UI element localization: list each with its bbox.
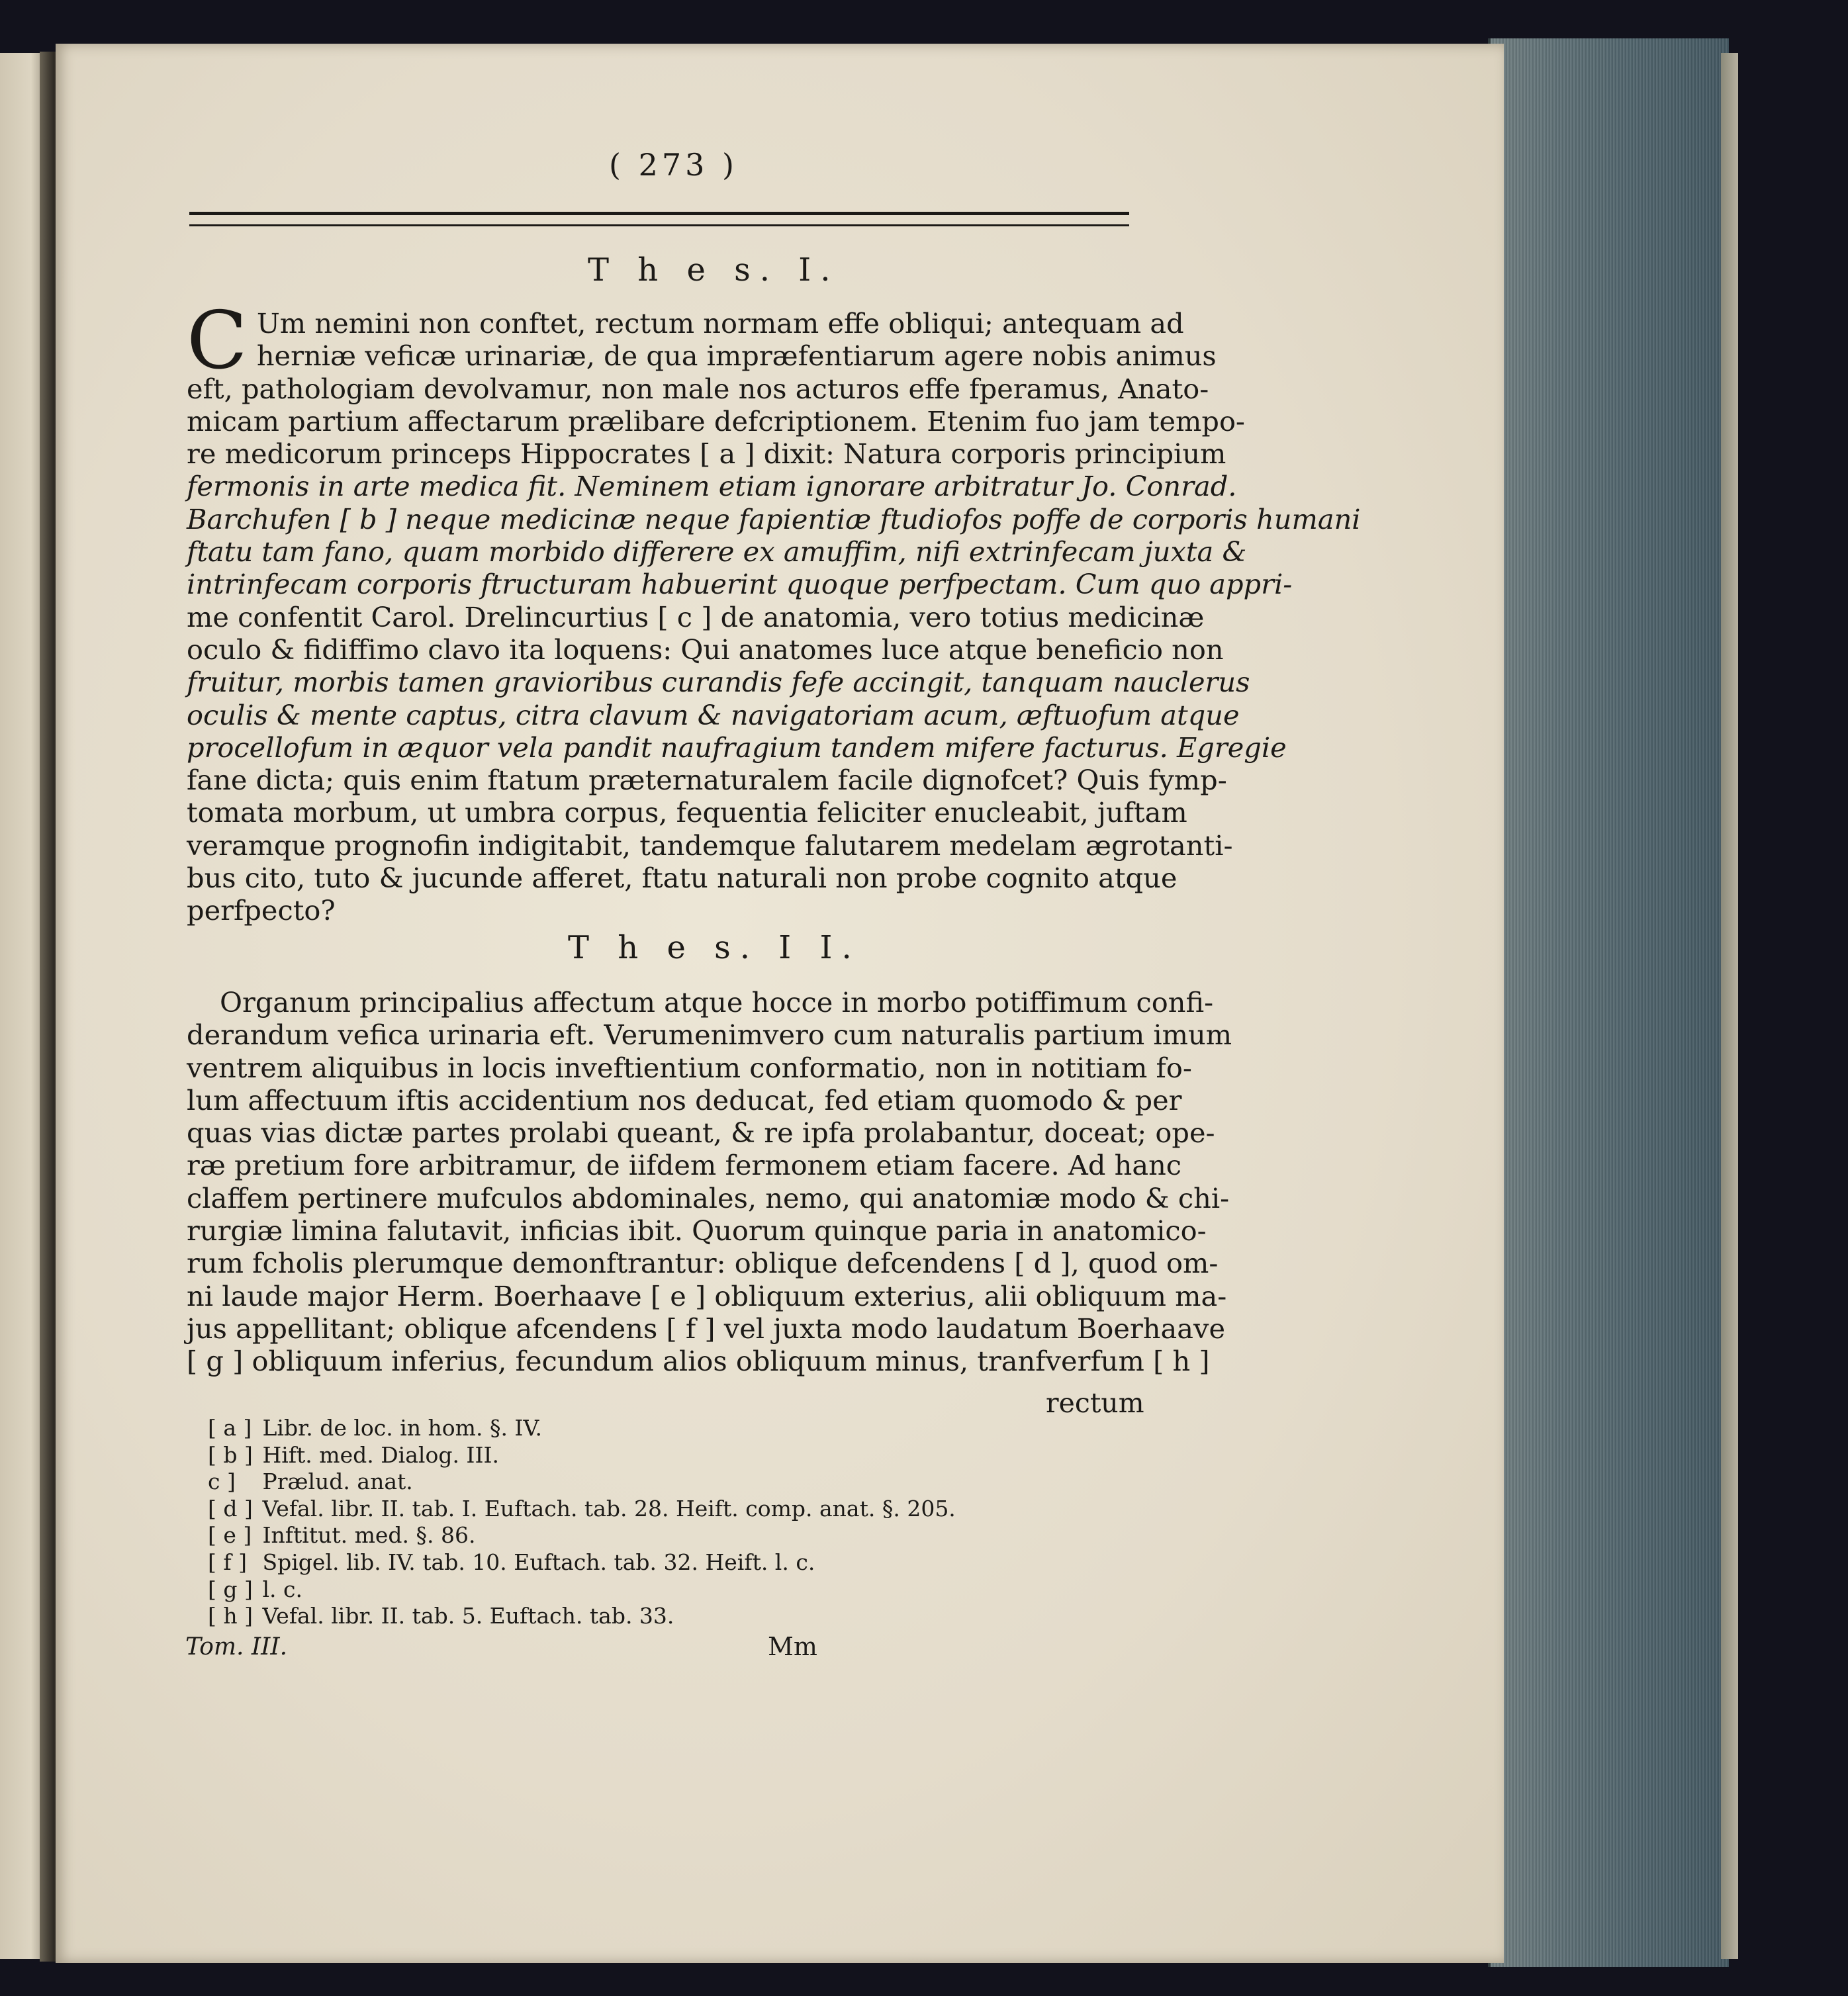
text-line: Organum principalius affectum atque hocce in morbo potiffimum confi- bbox=[220, 986, 1214, 1019]
text-line: micam partium affectarum prælibare defcriptionem. Etenim fuo jam tempo- bbox=[187, 404, 1245, 437]
thesis-1-title: T h e s. I. bbox=[588, 251, 840, 289]
text-line: ftatu tam fano, quam morbido differere ex amuffim, nifi extrinfecam juxta & bbox=[187, 535, 1247, 568]
footnote-text: l. c. bbox=[262, 1576, 303, 1602]
footnote bbox=[208, 1549, 1068, 1576]
footnote-mark: [ b ] bbox=[208, 1441, 253, 1468]
text-line: rurgiæ limina falutavit, inficias ibit. Quorum quinque paria in anatomico- bbox=[187, 1214, 1207, 1248]
text-line: oculo & fidiffimo clavo ita loquens: Qui anatomes luce atque beneficio non bbox=[187, 633, 1224, 666]
text-line: jus appellitant; oblique afcendens [ f ] vel juxta modo laudatum Boerhaave bbox=[187, 1312, 1226, 1345]
footnote-text: Vefal. libr. II. tab. I. Euftach. tab. 28. Heift. comp. anat. §. 205. bbox=[262, 1495, 956, 1521]
text-line: fane dicta; quis enim ftatum præternaturalem facile dignofcet? Quis fymp- bbox=[187, 764, 1227, 797]
text-line: me confentit Carol. Drelincurtius [ c ] de anatomia, vero totius medicinæ bbox=[187, 600, 1205, 633]
volume-signature: Tom. III. bbox=[185, 1633, 288, 1660]
footnote-mark: [ f ] bbox=[208, 1549, 247, 1575]
text-line: derandum vefica urinaria eft. Verumenimvero cum naturalis partium imum bbox=[187, 1019, 1232, 1052]
thesis-1-paragraph bbox=[187, 295, 1361, 927]
footnote bbox=[208, 1442, 1068, 1469]
footnotes bbox=[208, 1415, 1068, 1630]
header-rule bbox=[189, 212, 1129, 226]
footnote bbox=[208, 1415, 1068, 1442]
text-line: intrinfecam corporis ftructuram habuerint quoque perfpectam. Cum quo appri- bbox=[187, 568, 1293, 601]
footnote-text: Inftitut. med. §. 86. bbox=[262, 1522, 476, 1549]
text-line: re medicorum princeps Hippocrates [ a ] dixit: Natura corporis principium bbox=[187, 437, 1226, 471]
back-cover-edge bbox=[1721, 53, 1738, 1959]
footnote bbox=[208, 1522, 1068, 1549]
footnote-text: Libr. de loc. in hom. §. IV. bbox=[262, 1415, 543, 1441]
text-line: Barchufen [ b ] neque medicinæ neque fapientiæ ftudiofos poffe de corporis humani bbox=[187, 502, 1361, 535]
footnote bbox=[208, 1496, 1068, 1523]
text-line: eft, pathologiam devolvamur, non male nos acturos effe fperamus, Anato- bbox=[187, 372, 1209, 405]
footnote-text: Prælud. anat. bbox=[262, 1469, 413, 1495]
footnote-text: Spigel. lib. IV. tab. 10. Euftach. tab. 32. Heift. l. c. bbox=[262, 1549, 815, 1575]
text-line: oculis & mente captus, citra clavum & navigatoriam acum, æftuofum atque bbox=[187, 698, 1240, 731]
text-line: fermonis in arte medica fit. Neminem etiam ignorare arbitratur Jo. Conrad. bbox=[187, 470, 1237, 503]
text-line: tomata morbum, ut umbra corpus, fequentia feliciter enucleabit, juftam bbox=[187, 796, 1187, 829]
footnote-mark: [ e ] bbox=[208, 1522, 252, 1549]
text-line: veramque prognofin indigitabit, tandemque falutarem medelam ægrotanti- bbox=[187, 829, 1233, 862]
text-line: bus cito, tuto & jucunde afferet, ftatu naturali non probe cognito atque bbox=[187, 862, 1178, 895]
text-line: quas vias dictæ partes prolabi queant, & re ipfa prolabantur, doceat; ope- bbox=[187, 1116, 1215, 1150]
text-line: ventrem aliquibus in locis inveftientium conformatio, non in notitiam fo- bbox=[187, 1051, 1192, 1084]
thesis-2-title: T h e s. I I. bbox=[568, 929, 861, 966]
text-line: [ g ] obliquum inferius, fecundum alios obliquum minus, tranfverfum [ h ] bbox=[187, 1345, 1210, 1378]
drop-cap: C bbox=[187, 295, 248, 387]
text-line: procellofum in æquor vela pandit naufragium tandem mifere facturus. Egregie bbox=[187, 731, 1287, 764]
text-line: claffem pertinere mufculos abdominales, nemo, qui anatomiæ modo & chi- bbox=[187, 1181, 1230, 1214]
text-line: ni laude major Herm. Boerhaave [ e ] obliquum exterius, alii obliquum ma- bbox=[187, 1279, 1227, 1312]
text-line: fruitur, morbis tamen gravioribus curandis fefe accingit, tanquam nauclerus bbox=[187, 666, 1250, 699]
catchword: rectum bbox=[1046, 1387, 1144, 1419]
thesis-2-paragraph bbox=[187, 986, 1232, 1378]
footnote-text: Vefal. libr. II. tab. 5. Euftach. tab. 33. bbox=[262, 1603, 674, 1629]
footnote bbox=[208, 1576, 1068, 1604]
page-number: ( 273 ) bbox=[609, 147, 738, 183]
text-line: lum affectuum iftis accidentium nos deducat, fed etiam quomodo & per bbox=[187, 1083, 1182, 1116]
text-line: herniæ veficæ urinariæ, de qua impræfentiarum agere nobis animus bbox=[256, 340, 1217, 373]
footnote-mark: [ h ] bbox=[208, 1603, 253, 1629]
footnote bbox=[208, 1469, 1068, 1496]
page-block-edges bbox=[1488, 38, 1729, 1967]
footnote bbox=[208, 1603, 1068, 1630]
footnote-mark: [ a ] bbox=[208, 1415, 252, 1441]
footnote-mark: [ g ] bbox=[208, 1576, 253, 1602]
text-line: Um nemini non conftet, rectum normam effe obliqui; antequam ad bbox=[256, 307, 1184, 340]
footnote-mark: [ d ] bbox=[208, 1495, 253, 1521]
text-line: ræ pretium fore arbitramur, de iifdem fermonem etiam facere. Ad hanc bbox=[187, 1149, 1182, 1182]
text-line: perfpecto? bbox=[187, 894, 336, 927]
text-line: rum fcholis plerumque demonftrantur: oblique defcendens [ d ], quod om- bbox=[187, 1247, 1219, 1280]
gathering-mark: Mm bbox=[768, 1632, 817, 1661]
footnote-text: Hift. med. Dialog. III. bbox=[262, 1441, 500, 1468]
footnote-mark: c ] bbox=[208, 1469, 236, 1495]
